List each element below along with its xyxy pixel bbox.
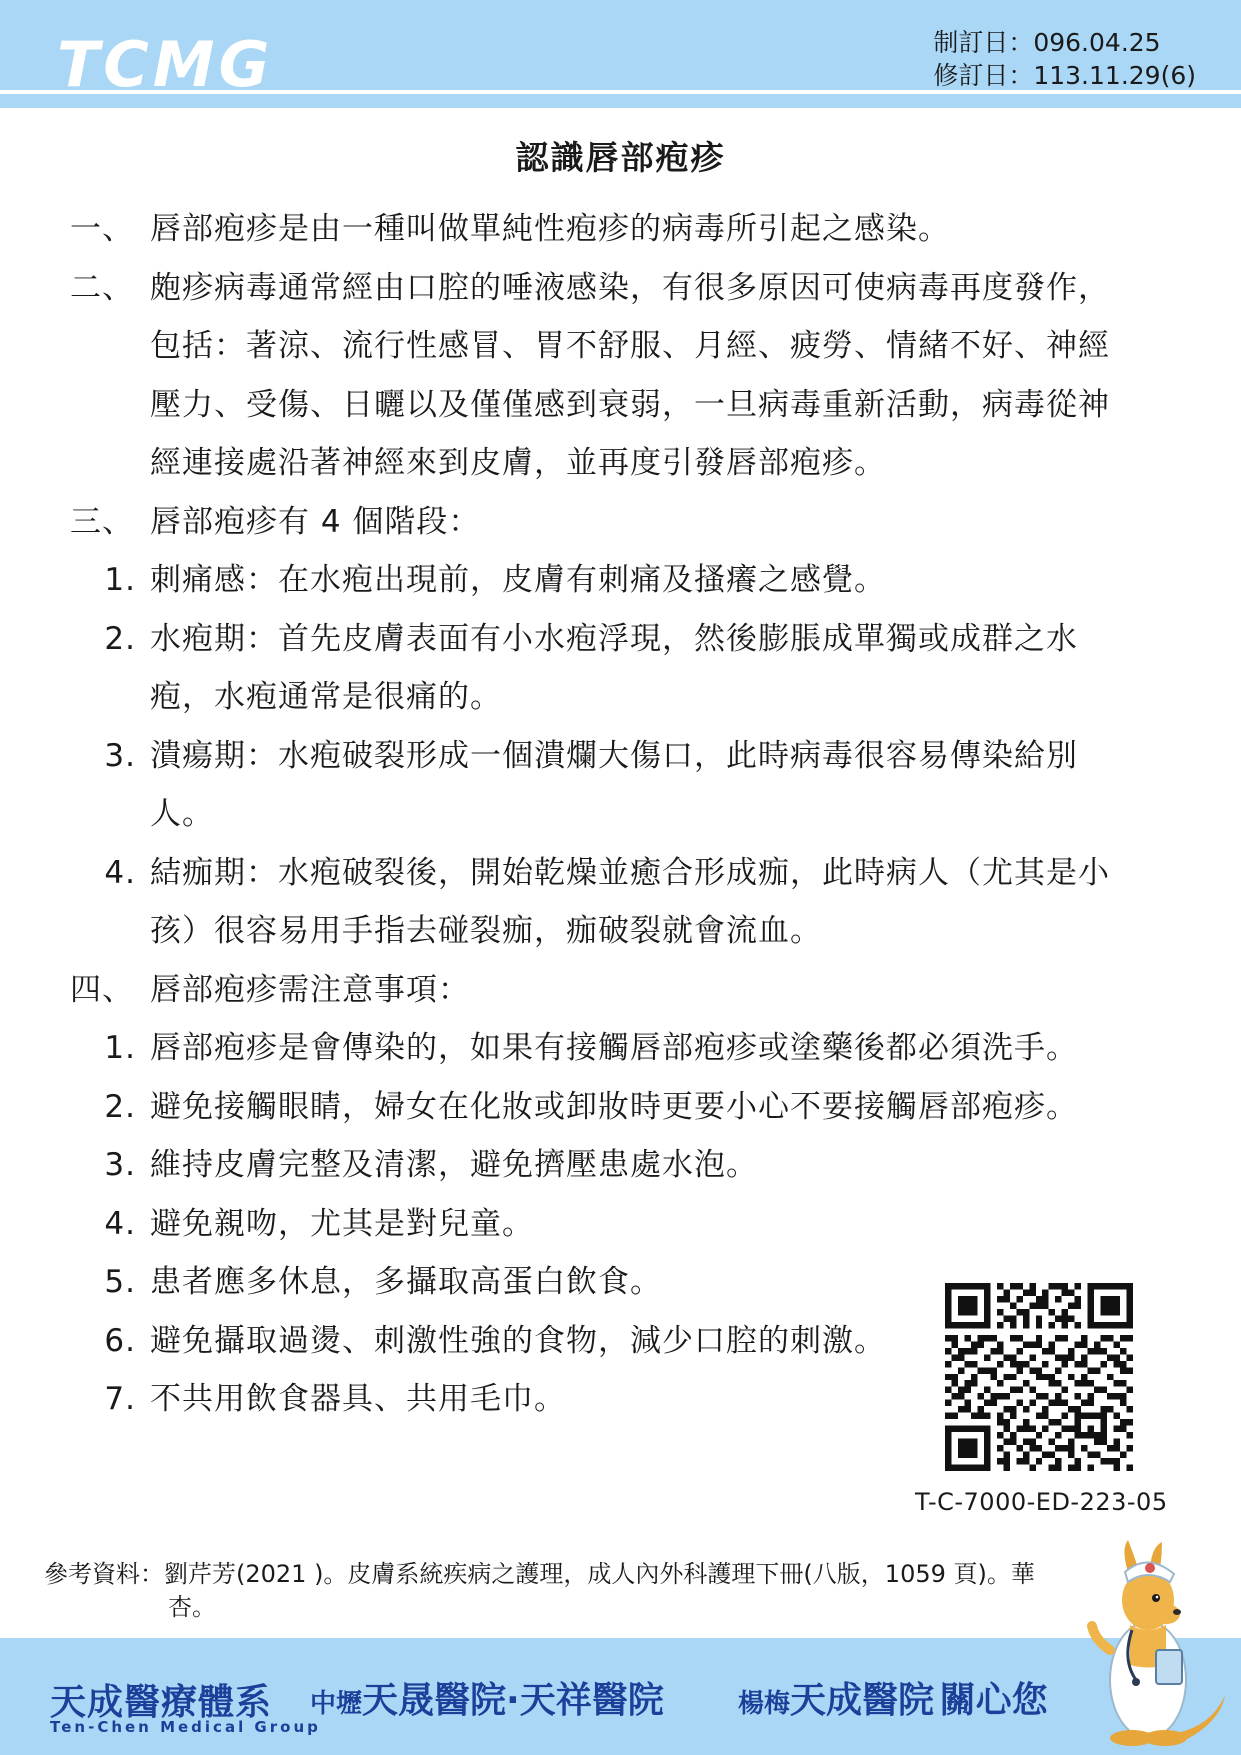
established-date: 制訂日：096.04.25 (933, 28, 1161, 57)
document-id: T-C-7000-ED-223-05 (915, 1488, 1168, 1516)
text-line: 水疱期：首先皮膚表面有小水疱浮現，然後膨脹成單獨或成群之水 (150, 620, 1078, 657)
item-text: 維持皮膚完整及清潔，避免擠壓患處水泡。 (150, 1147, 758, 1183)
item-number: 4. (104, 1205, 136, 1242)
page-title: 認識唇部疱疹 (515, 138, 726, 177)
item-number: 7. (104, 1381, 136, 1417)
section-marker: 三、 (70, 503, 134, 540)
item-text: 避免攝取過燙、刺激性強的食物，減少口腔的刺激。 (150, 1322, 886, 1359)
item-number: 1. (104, 1030, 136, 1066)
item-number: 2. (104, 620, 136, 657)
item-text (150, 727, 1170, 844)
item-number: 2. (104, 1088, 136, 1125)
hospital-tiancheng: 天成醫院 (790, 1680, 935, 1721)
revised-date: 修訂日：113.11.29(6) (933, 61, 1196, 90)
item-text: 患者應多休息，多攝取高蛋白飲食。 (150, 1264, 662, 1300)
list-item (70, 551, 1170, 610)
item-number: 5. (104, 1264, 136, 1300)
document-dates (933, 26, 1196, 92)
section-text: 唇部疱疹有 4 個階段： (150, 503, 481, 540)
list-item (70, 727, 1170, 844)
separator-dot: · (506, 1680, 520, 1721)
item-text: 刺痛感：在水疱出現前，皮膚有刺痛及搔癢之感覺。 (150, 562, 886, 598)
main-content (70, 200, 1170, 1429)
section-marker: 一、 (70, 211, 134, 247)
text-line: 疱，水疱通常是很痛的。 (150, 679, 502, 715)
text-line: 結痂期：水疱破裂後，開始乾燥並癒合形成痂，此時病人（尤其是小 (150, 854, 1110, 891)
item-number: 1. (104, 562, 136, 598)
item-number: 6. (104, 1322, 136, 1359)
section-2 (70, 259, 1170, 493)
tcmg-logo: TCMG (57, 28, 274, 101)
list-item (70, 1019, 1170, 1078)
text-line: 人。 (150, 796, 214, 832)
list-item (70, 1195, 1170, 1254)
hospital-group-zhongli (310, 1672, 664, 1723)
section-text: 唇部疱疹是由一種叫做單純性疱疹的病毒所引起之感染。 (150, 211, 950, 247)
item-text (150, 610, 1170, 727)
item-text: 不共用飲食器具、共用毛巾。 (150, 1381, 566, 1417)
item-text: 唇部疱疹是會傳染的，如果有接觸唇部疱疹或塗藥後都必須洗手。 (150, 1030, 1078, 1066)
reference-line: 參考資料：劉芹芳(2021 )。皮膚系統疾病之護理，成人內外科護理下冊(八版，1059 頁)。華 (44, 1560, 1035, 1588)
reference (44, 1558, 1064, 1624)
list-item (70, 1078, 1170, 1137)
section-marker: 二、 (70, 269, 134, 306)
footer-banner (0, 1638, 1241, 1755)
item-number: 4. (104, 854, 136, 891)
section-text (150, 259, 1170, 493)
item-text (150, 844, 1170, 961)
group-name-en: Ten-Chen Medical Group (50, 1718, 321, 1736)
care-slogan: 關心您 (939, 1680, 1048, 1721)
group-name: 天成醫療體系 (50, 1682, 273, 1723)
section-text: 唇部疱疹需注意事項： (150, 971, 470, 1008)
item-text: 避免接觸眼睛，婦女在化妝或卸妝時更要小心不要接觸唇部疱疹。 (150, 1088, 1078, 1125)
section-1 (70, 200, 1170, 259)
text-line: 壓力、受傷、日曬以及僅僅感到衰弱，一旦病毒重新活動，病毒從神 (150, 386, 1110, 423)
list-item (70, 610, 1170, 727)
text-line: 皰疹病毒通常經由口腔的唾液感染，有很多原因可使病毒再度發作， (150, 269, 1110, 306)
location-yangmei: 楊梅 (738, 1689, 791, 1719)
hospital-tiansheng: 天晟醫院 (362, 1680, 507, 1721)
location-zhongli: 中壢 (310, 1689, 363, 1719)
section-3 (70, 493, 1170, 552)
kangaroo-doctor-mascot-icon (1070, 1530, 1230, 1750)
item-number: 3. (104, 1147, 136, 1183)
hospital-group-yangmei (738, 1672, 1048, 1723)
list-item (70, 1136, 1170, 1195)
reference-line: 杏。 (168, 1593, 216, 1621)
qr-code-icon[interactable] (945, 1283, 1133, 1471)
item-number: 3. (104, 737, 136, 774)
text-line: 包括：著涼、流行性感冒、胃不舒服、月經、疲勞、情緒不好、神經 (150, 328, 1110, 364)
section-marker: 四、 (70, 971, 134, 1008)
text-line: 經連接處沿著神經來到皮膚，並再度引發唇部疱疹。 (150, 445, 886, 481)
text-line: 潰瘍期：水疱破裂形成一個潰爛大傷口，此時病毒很容易傳染給別 (150, 737, 1078, 774)
section-4 (70, 961, 1170, 1020)
text-line: 孩）很容易用手指去碰裂痂，痂破裂就會流血。 (150, 913, 822, 949)
list-item (70, 844, 1170, 961)
item-text: 避免親吻，尤其是對兒童。 (150, 1205, 534, 1242)
hospital-tianxiang: 天祥醫院 (519, 1680, 664, 1721)
